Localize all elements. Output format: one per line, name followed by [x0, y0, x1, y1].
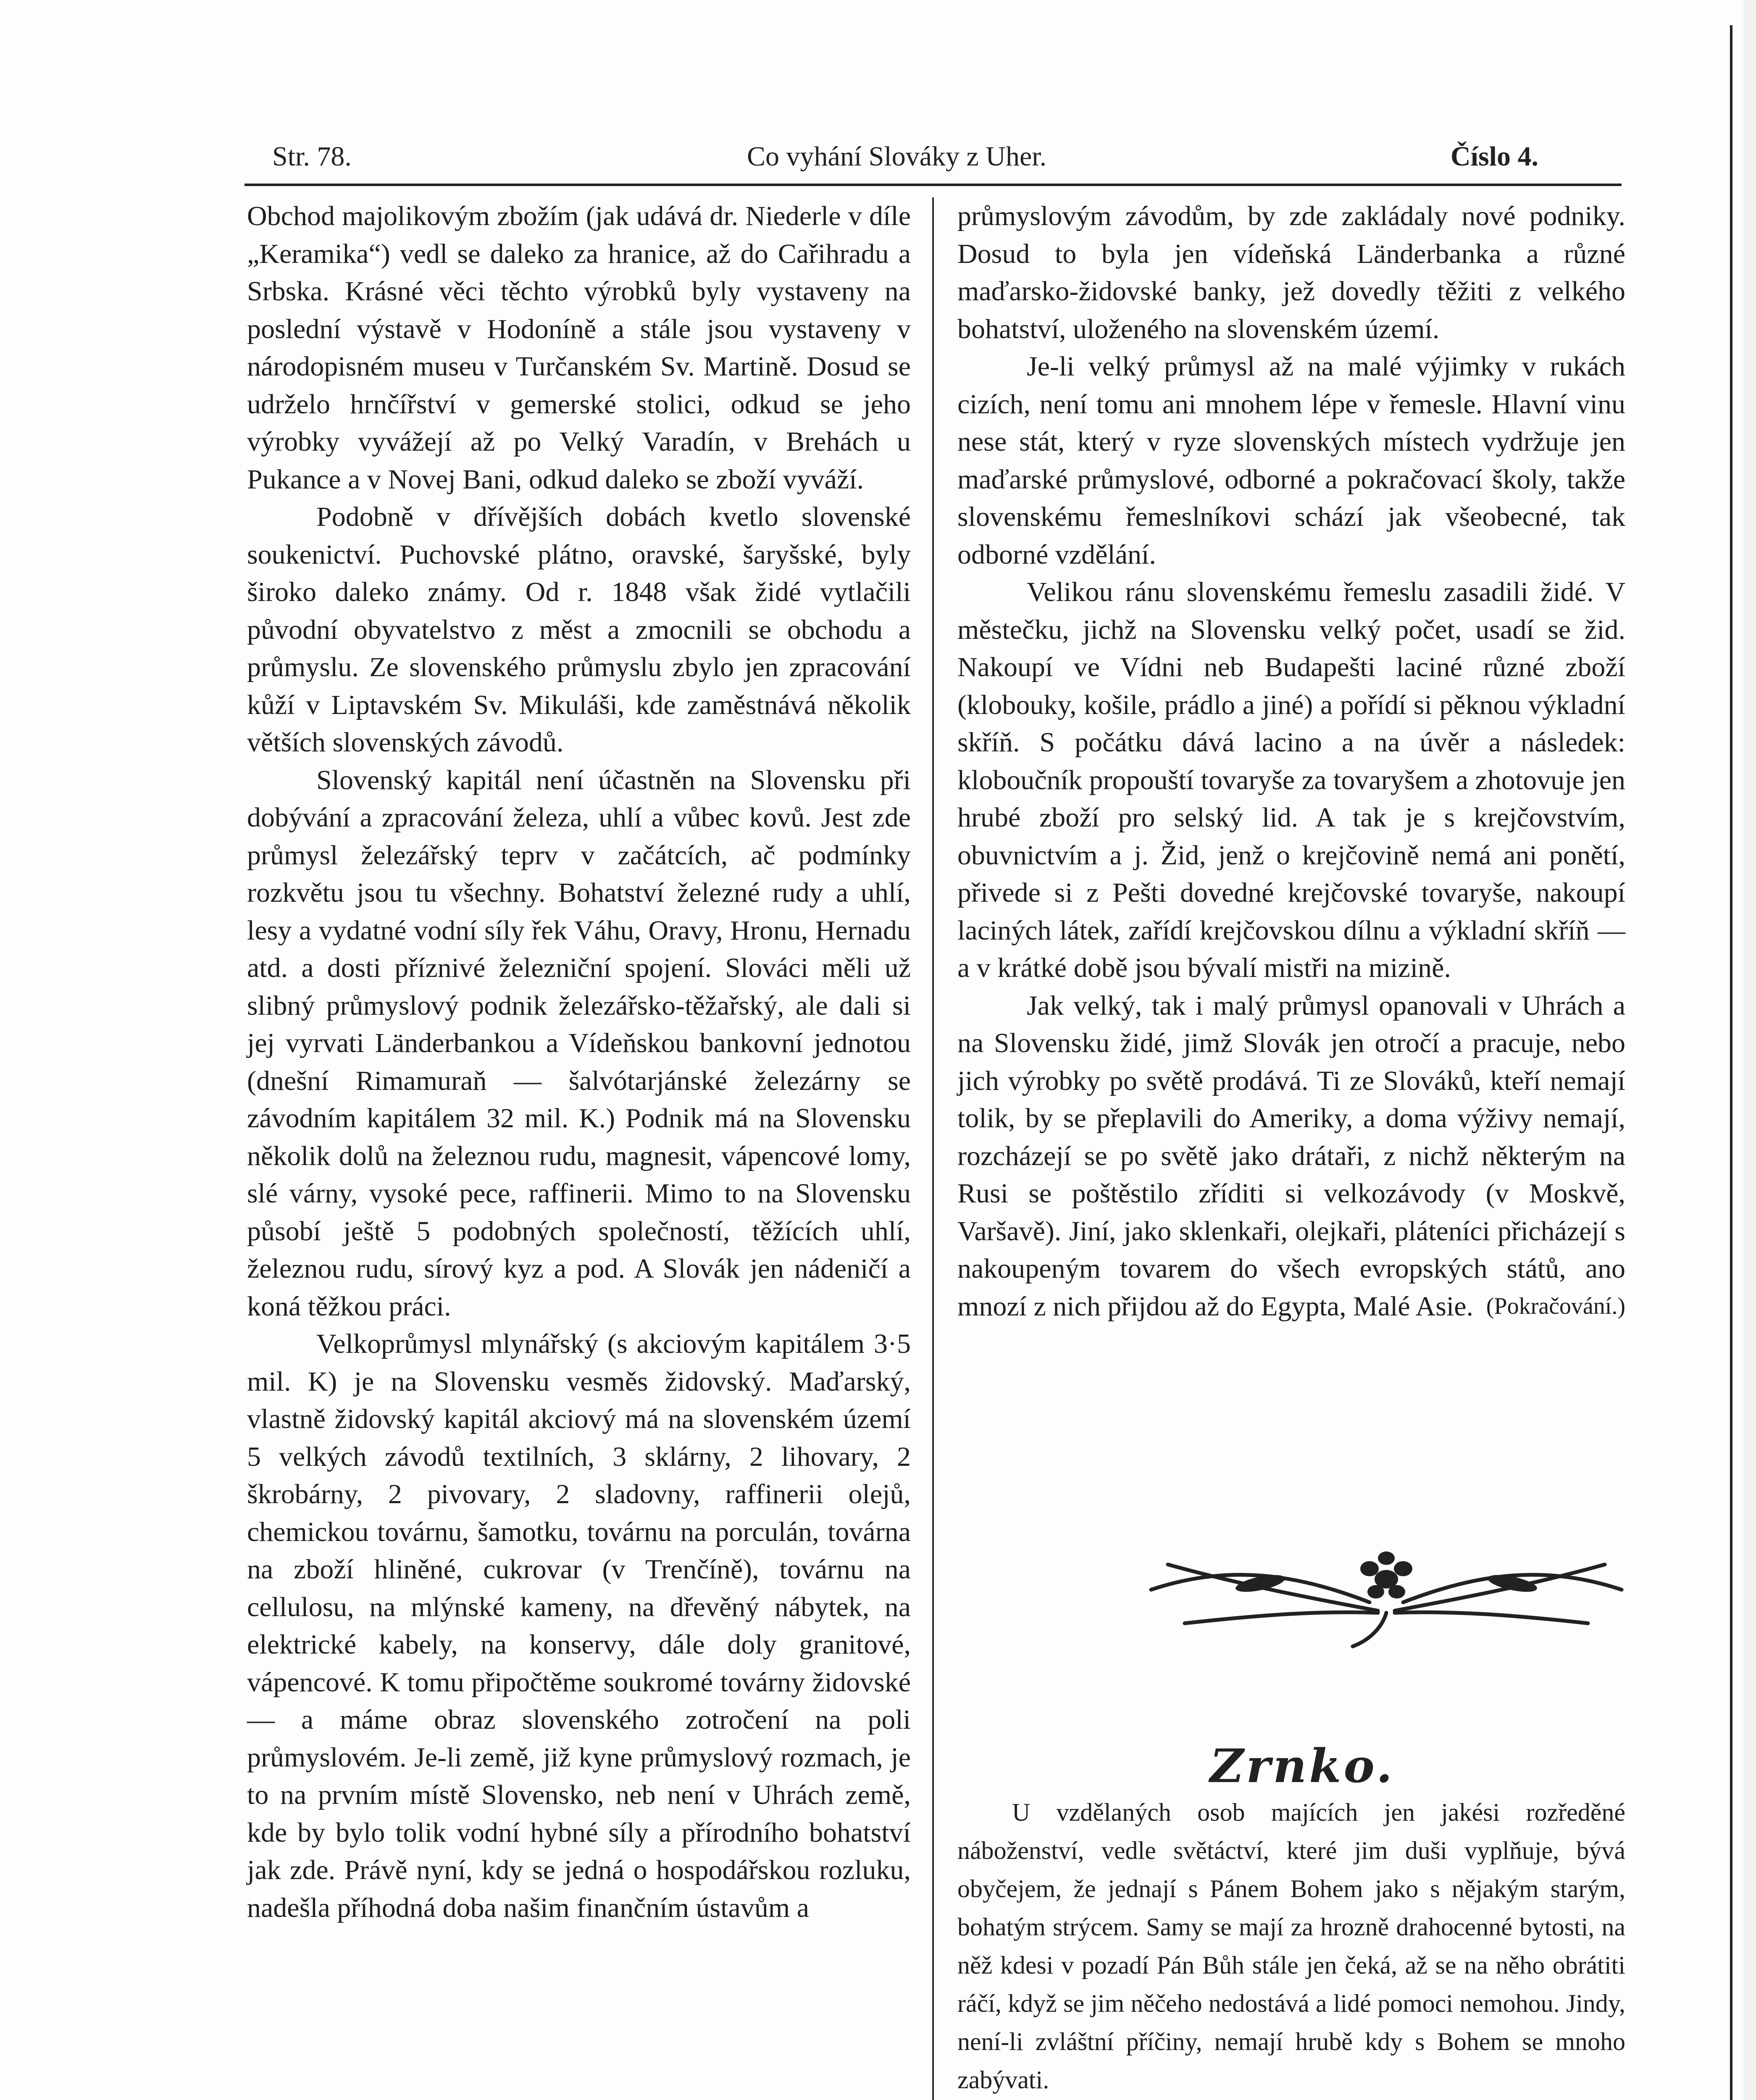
- header-rule: [244, 184, 1622, 186]
- column-divider: [932, 197, 934, 2100]
- paragraph: Podobně v dřívějších dobách kvetlo slovenské soukenictví. Puchovské plátno, oravské, šaryšské, byly široko daleko známy. Od r. 1848 však židé vytlačili původní obyvatelstvo z měst a zmocnili se obchodu a průmyslu. Ze slovenského průmyslu zbylo jen zpracování kůží v Liptavském Sv. Mikuláši, kde zaměstnává několik větších slovenských závodů.: [247, 501, 911, 758]
- paragraph: Jak velký, tak i malý průmysl opanovali v Uhrách a na Slovensku židé, jimž Slovák jen otročí a pracuje, nebo jich výrobky po světě prodává. Ti ze Slováků, kteří nemají tolik, by se přeplavili do Ameriky, a doma výživy nemají, rozcházejí se po světě jako drátaři, z nichž některým na Rusi se poštěstilo zříditi si velkozávody (v Moskvě, Varšavě). Jiní, jako sklenkaři, olejkaři, pláteníci přicházejí s nakoupeným tovarem do všech evropských států, ano mnozí z nich přijdou až do Egypta, Malé Asie.: [957, 990, 1625, 1322]
- page-number: Str. 78.: [272, 141, 352, 172]
- paragraph: průmyslovým závodům, by zde zakládaly nové podniky. Dosud to byla jen vídeňská Länderbanka a různé maďarsko-židovské banky, jež dovedly těžiti z velkého bohatství, uloženého na slovenském území.: [957, 201, 1625, 344]
- continuation-note: (Pokračování.): [1486, 1293, 1625, 1319]
- page-header: [272, 136, 1604, 183]
- paragraph: Velikou ránu slovenskému řemeslu zasadili židé. V městečku, jichž na Slovensku velký počet, usadí se žid. Nakoupí ve Vídni neb Budapešti laciné různé zboží (klobouky, košile, prádlo a jiné) a pořídí si pěknou výkladní skříň. S počátku dává lacino a na úvěr a následek: kloboučník propouští tovaryše za tovaryšem a zhotovuje jen hrubé zboží pro selský lid. A tak je s krejčovstvím, obuvnictvím a j. Žid, jenž o krejčovině nemá ani ponětí, přivede si z Pešti dovedné krejčovské tovaryše, nakoupí laciných látek, zařídí krejčovskou dílnu a výkladní skříň — a v krátké době jsou bývalí mistři na mizině.: [957, 577, 1625, 983]
- paragraph: Velkoprůmysl mlynářský (s akciovým kapitálem 3·5 mil. K) je na Slovensku vesměs židovský. Maďarský, vlastně židovský kapitál akciový má na slovenském území 5 velkých závodů textilních, 3 sklárny, 2 lihovary, 2 škrobárny, 2 pivovary, 2 sladovny, raffinerii olejů, chemickou továrnu, šamotku, továrnu na porculán, továrna na zboží hliněné, cukrovar (v Trenčíně), továrnu na cellulosu, na mlýnské kameny, na dřevěný nábytek, na elektrické kabely, na konservy, dále doly granitové, vápencové. K tomu připočtěme soukromé továrny židovské — a máme obraz slovenského zotročení na poli průmyslovém. Je-li země, již kyne průmyslový rozmach, je to na prvním místě Slovensko, neb není v Uhrách země, kde by bylo tolik vodní hybné síly a přírodního bohatství jak zde. Právě nyní, kdy se jedná o hospodářskou rozluku, nadešla příhodná doba našim finančním ústavům a: [247, 1328, 911, 1923]
- page-margin-shadow: [1743, 0, 1756, 2100]
- paragraph: U vzdělaných osob majících jen jakési rozředěné náboženství, vedle světáctví, které jim duši vyplňuje, bývá obyčejem, že jednají s Pánem Bohem jako s nějakým starým, bohatým strýcem. Samy se mají za hrozně drahocenné bytosti, na něž kdesi v pozadí Pán Bůh stále jen čeká, až se na něho obrátiti ráčí, když se jim něčeho nedostává a lidé pomoci nemohou. Jindy, není-li zvláštní příčiny, nemají hrubě kdy s Bohem se mnoho zabývati.: [957, 1798, 1625, 2094]
- paragraph: Je-li velký průmysl až na malé výjimky v rukách cizích, není tomu ani mnohem lépe v řemesle. Hlavní vinu nese stát, který v ryze slovenských místech vydržuje jen maďarské průmyslové, odborné a pokračovací školy, takže slovenskému řemeslníkovi schází jak všeobecné, tak odborné vzdělání.: [957, 351, 1625, 570]
- running-title: Co vyhání Slováky z Uher.: [747, 141, 1047, 172]
- page-edge-line: [1730, 25, 1732, 2100]
- left-column: [247, 197, 911, 1927]
- paragraph: Obchod majolikovým zbožím (jak udává dr. Niederle v díle „Keramika“) vedl se daleko za hranice, až do Cařihradu a Srbska. Krásné věci těchto výrobků byly vystaveny na poslední výstavě v Hodoníně a stále jsou vystaveny v národopisném museu v Turčanském Sv. Martině. Dosud se udrželo hrnčířství v gemerské stolici, odkud se jeho výrobky vyvážejí až po Velký Varadín, v Brehách u Pukance a v Novej Bani, odkud daleko se zboží vyváží.: [247, 201, 911, 495]
- issue-number: Číslo 4.: [1451, 141, 1539, 172]
- paragraph: Slovenský kapitál není účastněn na Slovensku při dobývání a zpracování železa, uhlí a vůbec kovů. Jest zde průmysl železářský teprv v začátcích, ač podmínky rozkvětu jsou tu všechny. Bohatství železné rudy a uhlí, lesy a vydatné vodní síly řek Váhu, Oravy, Hronu, Hernadu atd. a dosti příznivé železniční spojení. Slováci měli už slibný průmyslový podnik železářsko-těžařský, ale dali si jej vyrvati Länderbankou a Vídeňskou bankovní jednotou (dnešní Rimamuraň — šalvótarjánské železárny se závodním kapitálem 32 mil. K.) Podnik má na Slovensku několik dolů na železnou rudu, magnesit, vápencové lomy, slé várny, vysoké pece, raffinerii. Mimo to na Slovensku působí ještě 5 podobných společností, těžících uhlí, železnou rudu, sírový kyz a pod. A Slovák jen nádeničí a koná těžkou práci.: [247, 764, 911, 1322]
- section-title: Zrnko.: [1210, 1739, 1395, 1793]
- floral-ornament-icon: [1134, 1539, 1638, 1653]
- right-column: [957, 197, 1625, 1326]
- zrnko-section: [957, 1793, 1625, 2099]
